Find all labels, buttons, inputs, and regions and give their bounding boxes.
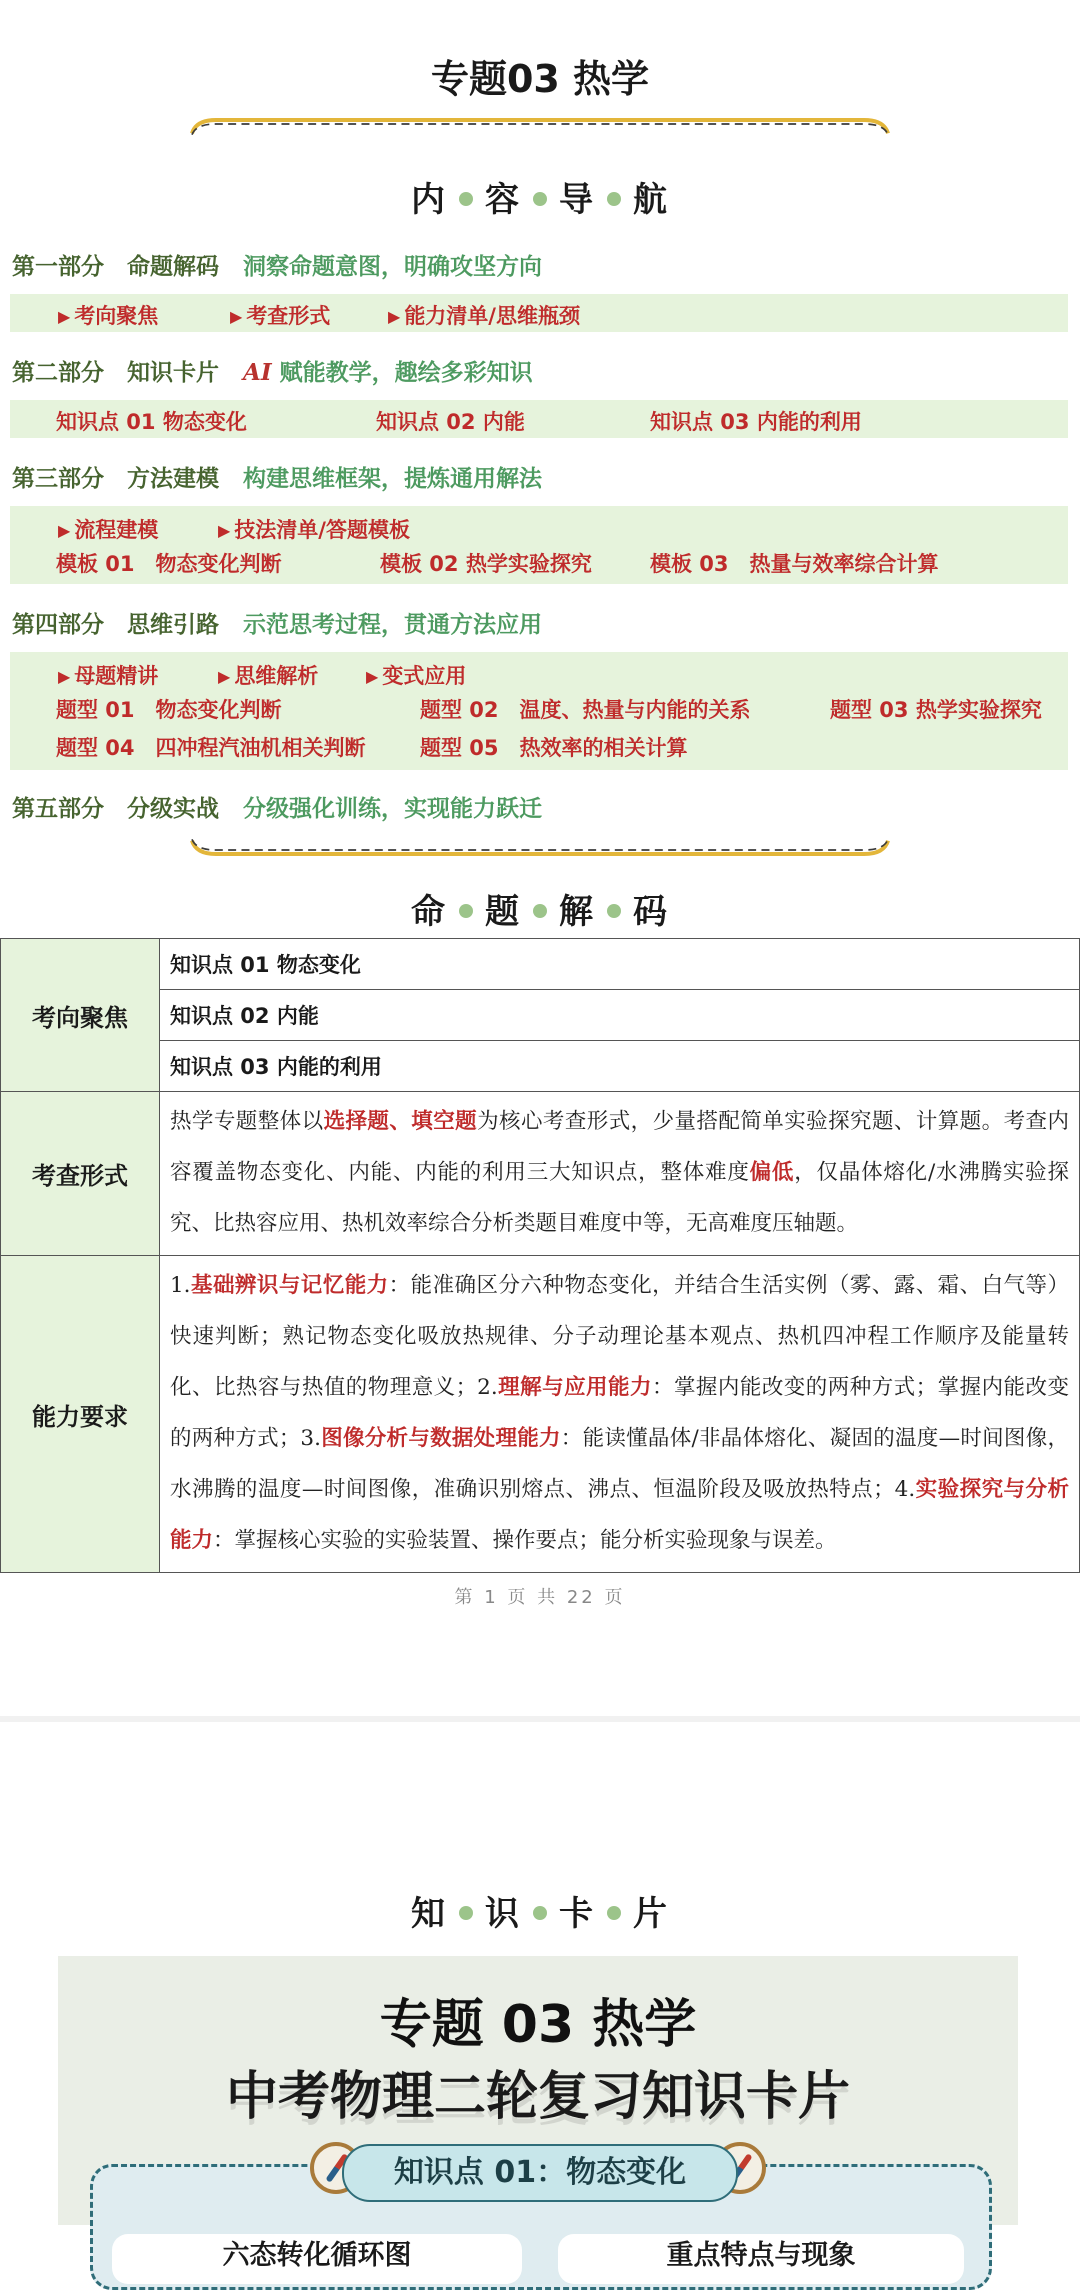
- nav-link-template-01[interactable]: 模板 01 物态变化判断: [56, 552, 282, 576]
- ability-text: 1.基础辨识与记忆能力：能准确区分六种物态变化，并结合生活实例（雾、露、霜、白气等）快速判断；熟记物态变化吸放热规律、分子动理论基本观点、热机四冲程工作顺序及能量转化、比热容与热值的物理意义；2.理解与应用能力：掌握内能改变的两种方式；掌握内能改变的两种方式；3.图像分析与数据处理能力：能读懂晶体/非晶体熔化、凝固的温度—时间图像，水沸腾的温度—时间图像，准确识别熔点、沸点、恒温阶段及吸放热特点；4.实验探究与分析能力：掌握核心实验的实验装置、操作要点；能分析实验现象与误差。: [160, 1256, 1080, 1573]
- page-break: [0, 1716, 1080, 1722]
- nav-link-kp-02[interactable]: 知识点 02 内能: [376, 410, 525, 434]
- nav-link-template-02[interactable]: 模板 02 热学实验探究: [380, 552, 592, 576]
- decode-table: [0, 938, 1080, 1573]
- focus-label: 考向聚焦: [1, 939, 160, 1092]
- nav-link-process-model[interactable]: ▶ 流程建模: [58, 518, 159, 542]
- nav-link-type-01[interactable]: 题型 01 物态变化判断: [56, 698, 282, 722]
- nav-link-type-05[interactable]: 题型 05 热效率的相关计算: [420, 736, 688, 760]
- nav-link-kp-01[interactable]: 知识点 01 物态变化: [56, 410, 247, 434]
- doc-title: 专题03 热学: [430, 57, 650, 101]
- nav-link-type-02[interactable]: 题型 02 温度、热量与内能的关系: [420, 698, 751, 722]
- ability-label: 能力要求: [1, 1256, 160, 1573]
- nav-part-1[interactable]: 第一部分 命题解码 洞察命题意图，明确攻坚方向: [12, 254, 542, 280]
- focus-item: 知识点 01 物态变化: [160, 939, 1080, 990]
- nav-link-ability[interactable]: ▶ 能力清单/思维瓶颈: [388, 304, 580, 328]
- nav-link-template-03[interactable]: 模板 03 热量与效率综合计算: [650, 552, 939, 576]
- form-text: 热学专题整体以选择题、填空题为核心考查形式，少量搭配简单实验探究题、计算题。考查内容覆盖物态变化、内能、内能的利用三大知识点，整体难度偏低，仅晶体熔化/水沸腾实验探究、比热容应用、热机效率综合分析类题目难度中等，无高难度压轴题。: [160, 1092, 1080, 1256]
- card-topic: 知识点 01：物态变化: [342, 2144, 738, 2202]
- nav-link-type-04[interactable]: 题型 04 四冲程汽油机相关判断: [56, 736, 366, 760]
- table-row: [1, 990, 1080, 1041]
- card-subtitle: 中考物理二轮复习知识卡片: [225, 2067, 850, 2127]
- nav-heading: 内 容 导 航: [411, 180, 669, 220]
- nav-link-focus[interactable]: ▶ 考向聚焦: [58, 304, 159, 328]
- decorative-divider-top: [14, 116, 1066, 136]
- card-tab-right: 重点特点与现象: [558, 2234, 964, 2284]
- focus-item: 知识点 02 内能: [160, 990, 1080, 1041]
- table-row: [1, 1092, 1080, 1256]
- page-number: 第 1 页 共 22 页: [454, 1587, 626, 1608]
- table-row: [1, 1041, 1080, 1092]
- cards-heading: 知 识 卡 片: [411, 1894, 669, 1934]
- nav-link-type-03[interactable]: 题型 03 热学实验探究: [830, 698, 1042, 722]
- nav-link-thinking-analysis[interactable]: ▶ 思维解析: [218, 664, 319, 688]
- nav-part-4[interactable]: 第四部分 思维引路 示范思考过程，贯通方法应用: [12, 612, 542, 638]
- table-row: [1, 939, 1080, 990]
- nav-link-mother-problem[interactable]: ▶ 母题精讲: [58, 664, 159, 688]
- nav-part-5[interactable]: 第五部分 分级实战 分级强化训练，实现能力跃迁: [12, 796, 542, 822]
- decorative-divider-bottom: [14, 838, 1066, 858]
- card-tab-left: 六态转化循环图: [112, 2234, 522, 2284]
- nav-link-technique-list[interactable]: ▶ 技法清单/答题模板: [218, 518, 410, 542]
- nav-link-kp-03[interactable]: 知识点 03 内能的利用: [650, 410, 862, 434]
- focus-item: 知识点 03 内能的利用: [160, 1041, 1080, 1092]
- knowledge-card-image[interactable]: [58, 1956, 1018, 2271]
- nav-link-variant[interactable]: ▶ 变式应用: [366, 664, 467, 688]
- card-title: 专题 03 热学: [379, 1995, 697, 2055]
- decode-heading: 命 题 解 码: [411, 892, 669, 932]
- nav-part-3[interactable]: 第三部分 方法建模 构建思维框架，提炼通用解法: [12, 466, 542, 492]
- nav-link-form[interactable]: ▶ 考查形式: [230, 304, 331, 328]
- nav-part-2[interactable]: 第二部分 知识卡片 AI 赋能教学，趣绘多彩知识: [12, 359, 533, 386]
- form-label: 考查形式: [1, 1092, 160, 1256]
- table-row: [1, 1256, 1080, 1573]
